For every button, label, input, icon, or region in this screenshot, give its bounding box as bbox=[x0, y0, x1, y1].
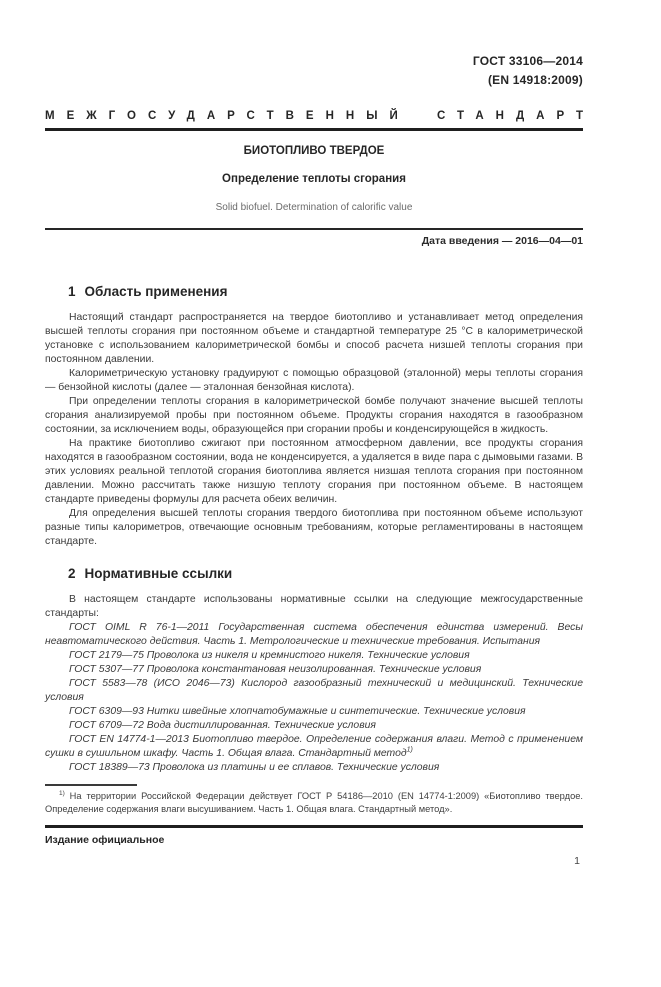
reference-item bbox=[45, 621, 583, 649]
footnote-text: На территории Российской Федерации действует ГОСТ Р 54186—2010 (EN 14774-1:2009) «Биотопливо твердое. Определение содержания влаги высушиванием. Часть 1. Общая влага. Стандартный метод». bbox=[45, 791, 583, 814]
reference-text: ГОСТ 2179—75 Проволока из никеля и кремнистого никеля. Технические условия bbox=[69, 650, 470, 661]
reference-text: ГОСТ OIML R 76-1—2011 Государственная система обеспечения единства измерений. Весы неавтоматического действия. Часть 1. Метрологические и технические требования. Испытания bbox=[45, 622, 583, 647]
reference-text: ГОСТ 6309—93 Нитки швейные хлопчатобумажные и синтетические. Технические условия bbox=[69, 706, 526, 717]
intro-date-rule bbox=[45, 228, 583, 230]
footnote-rule bbox=[45, 784, 137, 786]
footnote-marker-ref: 1) bbox=[406, 746, 413, 754]
paragraph: Калориметрическую установку градуируют с помощью образцовой (эталонной) меры теплоты сгорания — бензойной кислоты (далее — эталонная бензойная кислота). bbox=[45, 368, 583, 393]
reference-text: ГОСТ 18389—73 Проволока из платины и ее сплавов. Технические условия bbox=[69, 762, 440, 773]
reference-item bbox=[45, 649, 583, 663]
document-page bbox=[0, 52, 661, 987]
reference-text: ГОСТ 6709—72 Вода дистиллированная. Технические условия bbox=[69, 720, 376, 731]
section1-title: Область применения bbox=[84, 284, 228, 299]
standard-type-word2: СТАНДАРТ bbox=[437, 110, 595, 122]
doc-number-block bbox=[45, 52, 583, 90]
reference-text: ГОСТ EN 14774-1—2013 Биотопливо твердое. Определение содержания влаги. Метод с применением сушки в сушильном шкафу. Часть 1. Общая влага. Стандартный метод bbox=[45, 734, 583, 759]
reference-text: ГОСТ 5583—78 (ИСО 2046—73) Кислород газообразный технический и медицинский. Технические условия bbox=[45, 678, 583, 703]
section1-number: 1 bbox=[68, 284, 76, 299]
footnote-marker: 1) bbox=[59, 789, 65, 797]
reference-item bbox=[45, 761, 583, 775]
edition-label: Издание официальное bbox=[45, 834, 165, 846]
paragraph: Для определения высшей теплоты сгорания твердого биотоплива при постоянном объеме используют разные типы калориметров, отвечающие основным требованиям, которые регламентированы в настоящем стандарте. bbox=[45, 508, 583, 547]
title-english: Solid biofuel. Determination of calorific value bbox=[215, 202, 413, 213]
reference-item bbox=[45, 733, 583, 761]
footnote bbox=[45, 790, 583, 816]
section2-heading bbox=[68, 565, 583, 582]
reference-text: ГОСТ 5307—77 Проволока константановая неизолированная. Технические условия bbox=[69, 664, 482, 675]
header-rule bbox=[45, 128, 583, 131]
doc-number: ГОСТ 33106—2014 bbox=[472, 54, 583, 68]
section1-heading bbox=[68, 283, 583, 300]
standard-type-banner bbox=[45, 109, 595, 123]
paragraph: При определении теплоты сгорания в калориметрической бомбе получают значение высшей теплоты сгорания анализируемой пробы при постоянном объеме. Продукты сгорания находятся в газообразном состоянии, за исключением воды, образующейся при сгорании пробы и конденсирующейся в жидкость. bbox=[45, 396, 583, 435]
doc-number-en: (EN 14918:2009) bbox=[487, 73, 583, 87]
section2-number: 2 bbox=[68, 566, 76, 581]
title-subtitle: Определение теплоты сгорания bbox=[222, 173, 406, 185]
title-main: БИОТОПЛИВО ТВЕРДОЕ bbox=[243, 145, 385, 157]
reference-item bbox=[45, 705, 583, 719]
reference-item bbox=[45, 719, 583, 733]
section2-title: Нормативные ссылки bbox=[84, 566, 233, 581]
reference-item bbox=[45, 677, 583, 705]
paragraph: На практике биотопливо сжигают при постоянном атмосферном давлении, все продукты сгорания находятся в газообразном состоянии, вода не конденсируется, а удаляется в виде пара с дымовыми газами. В этих условиях реальной теплотой сгорания биотоплива является низшая теплота сгорания при постоянном давлении. Можно рассчитать также низшую теплоту сгорания при постоянном объеме. В настоящем стандарте приведены формулы для расчета обеих величин. bbox=[45, 438, 583, 505]
intro-date: Дата введения — 2016—04—01 bbox=[421, 235, 583, 247]
paragraph: Настоящий стандарт распространяется на твердое биотопливо и устанавливает метод определения высшей теплоты сгорания при постоянном объеме и стандартной температуре 25 °С в калориметрической установке с использованием калориметрической бомбы и способ расчета низшей теплоты сгорания при постоянном давлении. bbox=[45, 312, 583, 365]
footer-rule bbox=[45, 825, 583, 828]
paragraph: В настоящем стандарте использованы нормативные ссылки на следующие межгосударственные стандарты: bbox=[45, 594, 583, 619]
page-number: 1 bbox=[574, 855, 580, 867]
standard-type-word1: МЕЖГОСУДАРСТВЕННЫЙ bbox=[45, 110, 410, 122]
reference-item bbox=[45, 663, 583, 677]
